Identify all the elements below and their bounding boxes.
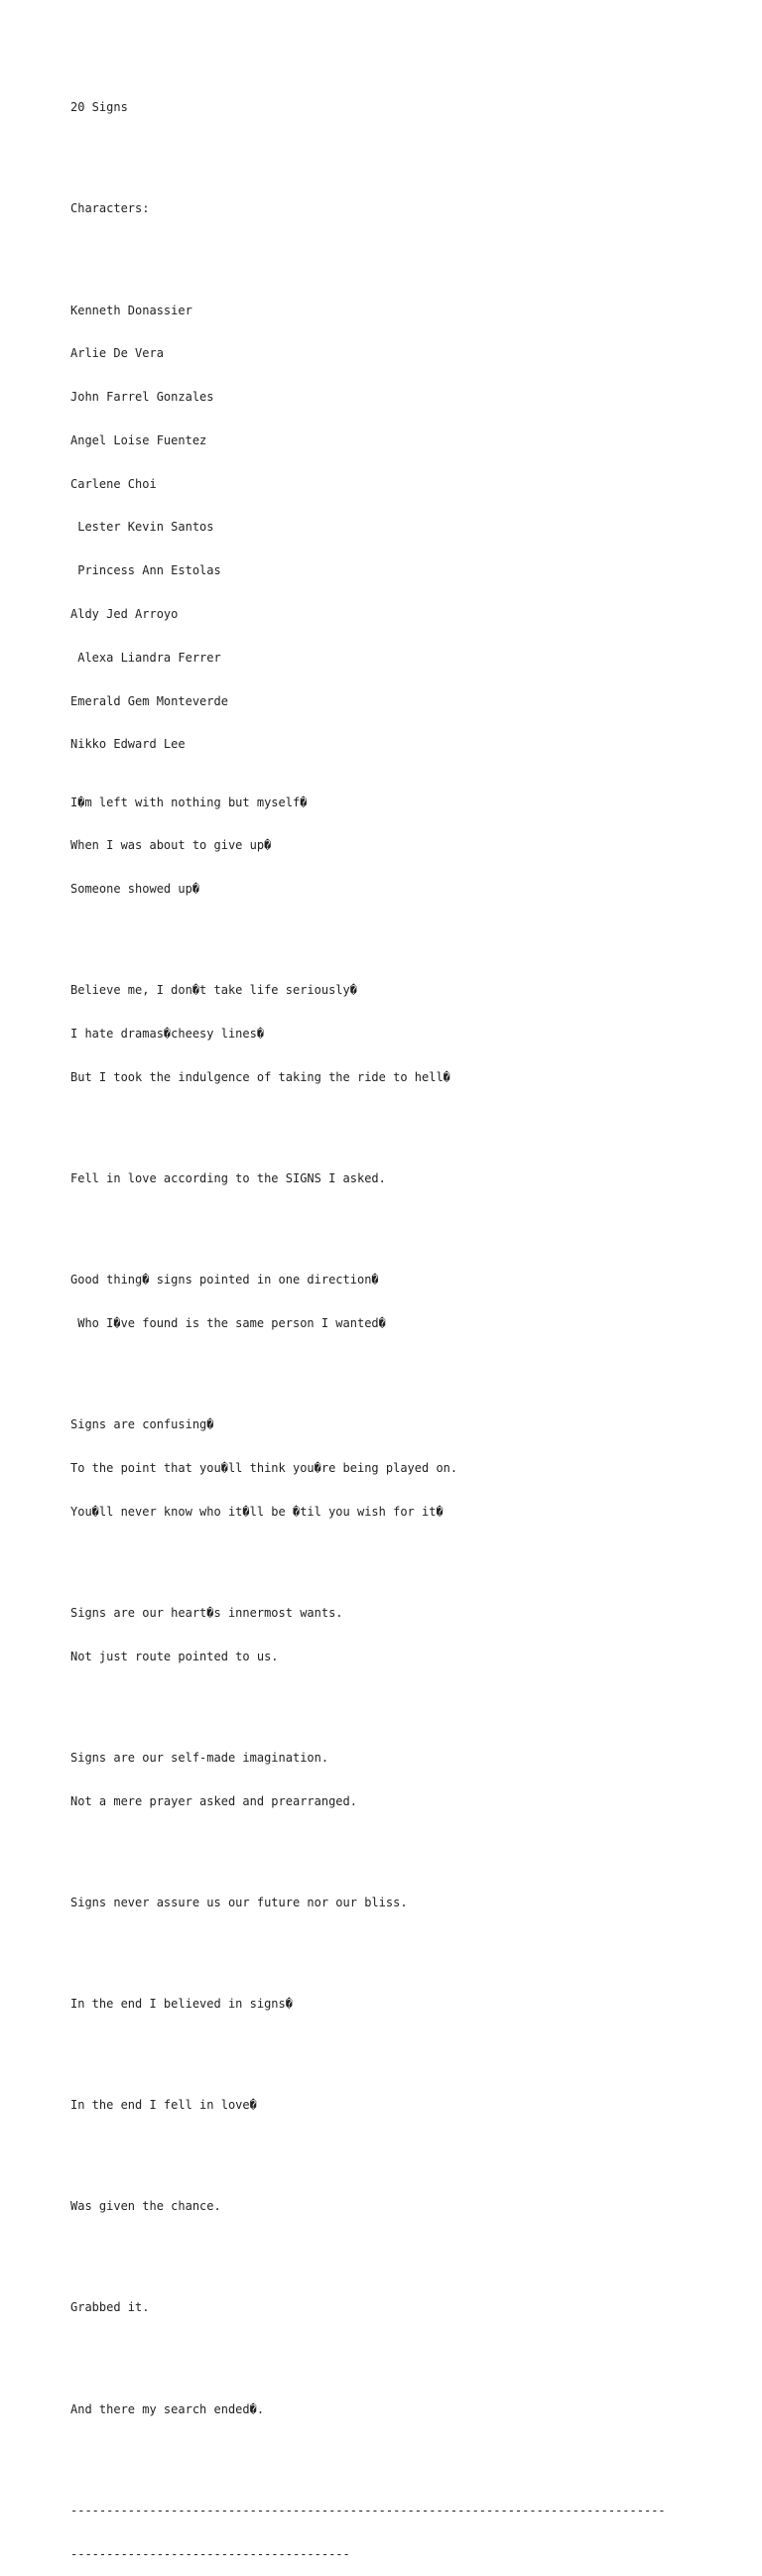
character-name: Arlie De Vera xyxy=(70,346,164,361)
poem-line: Who I�ve found is the same person I wanted� xyxy=(70,1316,386,1331)
character-name: Nikko Edward Lee xyxy=(70,737,186,752)
spacer xyxy=(70,2344,725,2359)
character-name: Kenneth Donassier xyxy=(70,303,192,317)
poem-line: You�ll never know who it�ll be �til you wish for it� xyxy=(70,1504,444,1519)
poem-line: I�m left with nothing but myself� xyxy=(70,795,308,809)
character-name: Angel Loise Fuentez xyxy=(70,432,207,447)
poem-line: Grabbed it. xyxy=(70,2300,150,2315)
characters-heading: Characters: xyxy=(70,201,150,216)
poem-line: Someone showed up� xyxy=(70,882,200,897)
spacer xyxy=(70,245,725,260)
spacer xyxy=(70,2243,725,2258)
poem-line: Was given the chance. xyxy=(70,2199,221,2214)
spacer xyxy=(70,925,725,940)
character-name: Emerald Gem Monteverde xyxy=(70,693,228,708)
poem-line: Signs are our heart�s innermost wants. xyxy=(70,1605,343,1620)
character-name: Aldy Jed Arroyo xyxy=(70,606,179,621)
character-name: Carlene Choi xyxy=(70,476,157,491)
poem-line: Fell in love according to the SIGNS I asked. xyxy=(70,1171,386,1186)
poem-line: To the point that you�ll think you�re being played on. xyxy=(70,1461,458,1475)
poem-line: Believe me, I don�t take life seriously� xyxy=(70,983,357,998)
spacer xyxy=(70,1215,725,1230)
divider-line: ----------------------------------------------------------------------------------- xyxy=(70,2503,666,2517)
spacer xyxy=(70,2040,725,2055)
poem-line: Signs are confusing� xyxy=(70,1417,214,1432)
spacer xyxy=(70,144,725,173)
poem-line: Good thing� signs pointed in one direction� xyxy=(70,1273,379,1288)
spacer xyxy=(70,1939,725,1954)
poem-line: When I was about to give up� xyxy=(70,838,272,853)
poem-line: Not just route pointed to us. xyxy=(70,1649,279,1663)
poem-line: In the end I fell in love� xyxy=(70,2098,257,2113)
spacer xyxy=(70,1548,725,1563)
document-page xyxy=(70,71,725,2576)
poem-line: Not a mere prayer asked and prearranged. xyxy=(70,1793,357,1808)
spacer xyxy=(70,1360,725,1375)
spacer xyxy=(70,1693,725,1708)
poem-line: But I took the indulgence of taking the ride to hell� xyxy=(70,1069,450,1084)
poem-line: Signs are our self-made imagination. xyxy=(70,1750,329,1765)
divider-line: --------------------------------------- xyxy=(70,2546,350,2561)
poem-line: In the end I believed in signs� xyxy=(70,1996,293,2011)
document-title: 20 Signs xyxy=(70,100,128,115)
character-name: Lester Kevin Santos xyxy=(70,520,214,535)
spacer xyxy=(70,2445,725,2460)
spacer xyxy=(70,2142,725,2156)
poem-line: And there my search ended�. xyxy=(70,2401,265,2416)
spacer xyxy=(70,1114,725,1129)
poem-line: I hate dramas�cheesy lines� xyxy=(70,1027,265,1042)
character-name: Princess Ann Estolas xyxy=(70,563,221,578)
poem-line: Signs never assure us our future nor our bliss. xyxy=(70,1895,408,1909)
character-name: John Farrel Gonzales xyxy=(70,390,214,405)
spacer xyxy=(70,1837,725,1852)
character-name: Alexa Liandra Ferrer xyxy=(70,650,221,665)
